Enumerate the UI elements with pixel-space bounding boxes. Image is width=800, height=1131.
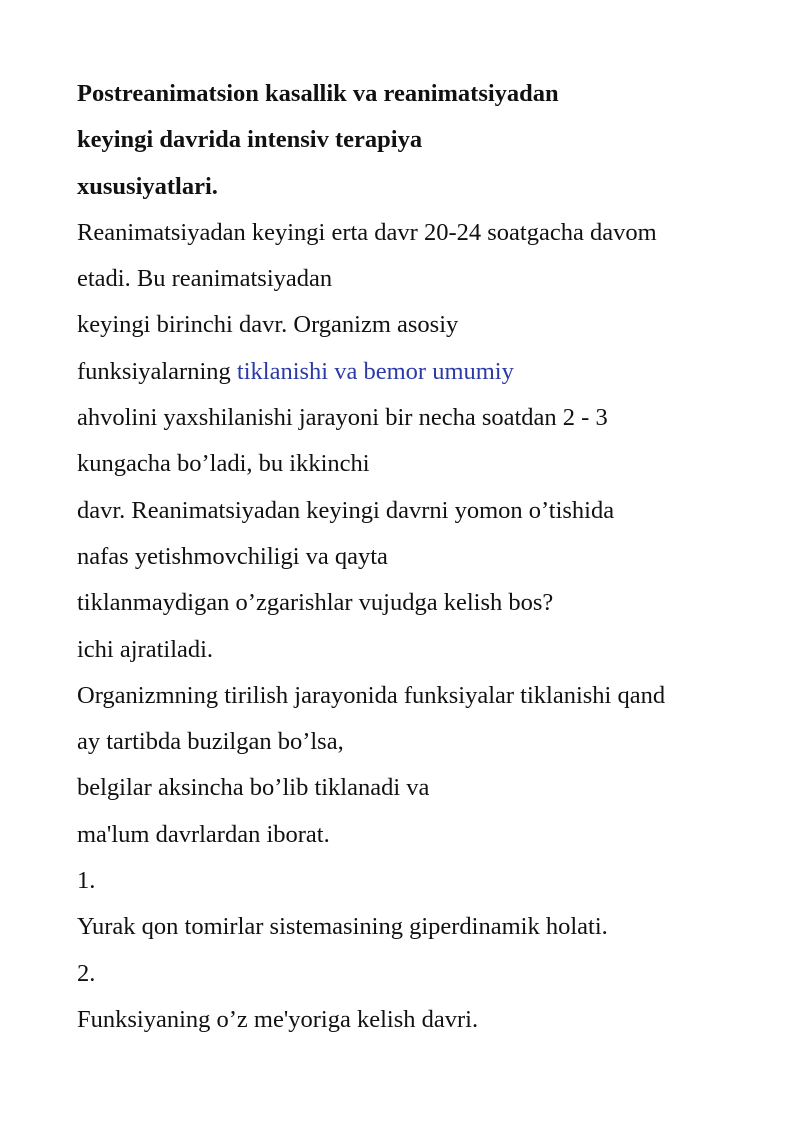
- title-line-3: xususiyatlari.: [77, 172, 218, 200]
- body-line-13: belgilar aksincha bo’lib tiklanadi va: [77, 774, 430, 802]
- body-line-3: keyingi birinchi davr. Organizm asosiy: [77, 311, 459, 339]
- body-line-8: nafas yetishmovchiligi va qayta: [77, 542, 388, 570]
- body-line-5: ahvolini yaxshilanishi jarayoni bir necha soatdan 2 - 3: [77, 404, 608, 432]
- body-line-11: Organizmning tirilish jarayonida funksiyalar tiklanishi qand: [77, 681, 666, 709]
- list-item-1-text: Yurak qon tomirlar sistemasining giperdinamik holati.: [77, 913, 608, 941]
- list-item-2-text: Funksiyaning o’z me'yoriga kelish davri.: [77, 1005, 479, 1033]
- body-line-4-text: funksiyalarning: [77, 357, 237, 385]
- body-line-10: ichi ajratiladi.: [77, 635, 214, 663]
- inline-link[interactable]: tiklanishi va bemor umumiy: [236, 357, 514, 385]
- title-line-2: keyingi davrida intensiv terapiya: [77, 126, 423, 154]
- body-line-2: etadi. Bu reanimatsiyadan: [77, 265, 333, 293]
- list-number-1: 1.: [77, 867, 96, 895]
- body-line-7: davr. Reanimatsiyadan keyingi davrni yomon o’tishida: [77, 496, 615, 524]
- body-line-14: ma'lum davrlardan iborat.: [77, 820, 330, 848]
- document-content: [77, 74, 767, 1046]
- title-line-1: Postreanimatsion kasallik va reanimatsiyadan: [77, 80, 559, 107]
- body-line-4: [77, 352, 767, 398]
- body-line-1: Reanimatsiyadan keyingi erta davr 20-24 soatgacha davom: [77, 218, 657, 246]
- body-line-6: kungacha bo’ladi, bu ikkinchi: [77, 450, 370, 478]
- body-line-12: ay tartibda buzilgan bo’lsa,: [77, 728, 344, 756]
- body-line-9: tiklanmaydigan o’zgarishlar vujudga kelish bos?: [77, 589, 554, 617]
- list-number-2: 2.: [77, 959, 96, 987]
